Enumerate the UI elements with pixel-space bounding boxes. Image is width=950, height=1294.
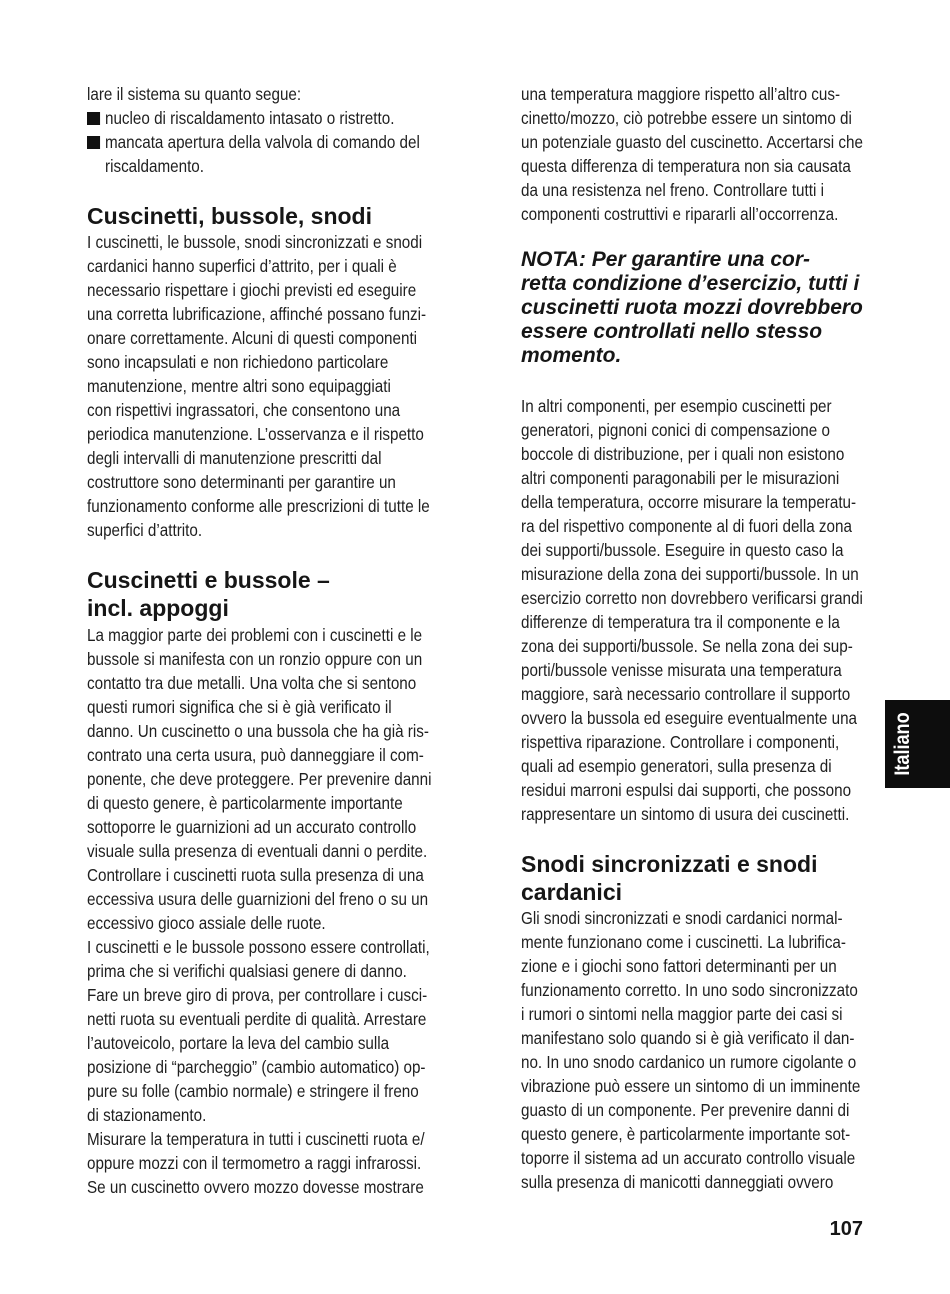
bullet-item xyxy=(87,130,435,178)
body-text-line: porti/bussole venisse misurata una temperatura xyxy=(521,660,842,680)
note-callout xyxy=(521,248,863,368)
body-text-line: I cuscinetti, le bussole, snodi sincronizzati e snodi xyxy=(87,232,423,252)
body-text-line: l’autoveicolo, portare la leva del cambio sulla xyxy=(87,1033,390,1053)
body-text-line: ra del rispettivo componente al di fuori della zona xyxy=(521,516,852,536)
bullet-text-line: mancata apertura della valvola di comando del xyxy=(104,132,420,152)
body-text-line: posizione di “parcheggio” (cambio automatico) op- xyxy=(87,1057,426,1077)
section-body xyxy=(521,394,869,826)
body-text-line: di questo genere, è particolarmente importante xyxy=(87,793,403,813)
body-text-line: dei supporti/bussole. Eseguire in questo caso la xyxy=(521,540,844,560)
body-text-line: di stazionamento. xyxy=(87,1105,207,1125)
body-text-line: La maggior parte dei problemi con i cuscinetti e le xyxy=(87,625,423,645)
body-text-line: superfici d’attrito. xyxy=(87,520,203,540)
heading-text-line: Snodi sincronizzati e snodi xyxy=(521,851,818,877)
body-text-line: componenti costruttivi e ripararli all’occorrenza. xyxy=(521,204,839,224)
body-text-line: netti ruota su eventuali perdite di qualità. Arrestare xyxy=(87,1009,427,1029)
body-text-line: della temperatura, occorre misurare la temperatu- xyxy=(521,492,857,512)
body-text-line: In altri componenti, per esempio cuscinetti per xyxy=(521,396,832,416)
note-text-line: momento. xyxy=(521,344,622,367)
intro-block xyxy=(87,82,435,178)
body-text-line: quali ad esempio generatori, sulla presenza di xyxy=(521,756,832,776)
body-text-line: questa differenza di temperatura non sia causata xyxy=(521,156,851,176)
body-text-line: toporre il sistema ad un accurato controllo visuale xyxy=(521,1148,856,1168)
body-text-line: da una resistenza nel freno. Controllare tutti i xyxy=(521,180,824,200)
body-text-line: altri componenti paragonabili per le misurazioni xyxy=(521,468,840,488)
body-text-line: generatori, pignoni conici di compensazione o xyxy=(521,420,830,440)
section-body xyxy=(521,906,869,1194)
bullet-text-line: nucleo di riscaldamento intasato o ristretto. xyxy=(104,108,395,128)
body-text-line: oppure mozzi con il termometro a raggi infrarossi. xyxy=(87,1153,422,1173)
body-text-line: Controllare i cuscinetti ruota sulla presenza di una xyxy=(87,865,424,885)
body-text-line: funzionamento conforme alle prescrizioni di tutte le xyxy=(87,496,430,516)
bullet-square-icon xyxy=(87,136,100,149)
heading-text-line: cardanici xyxy=(521,879,622,905)
body-text-line: degli intervalli di manutenzione prescritti dal xyxy=(87,448,382,468)
language-tab-text-area xyxy=(885,700,921,788)
heading-text-line: Cuscinetti e bussole – xyxy=(87,567,330,593)
body-text-line: lare il sistema su quanto segue: xyxy=(87,84,302,104)
body-text-line: cardanici hanno superfici d’attrito, per i quali è xyxy=(87,256,397,276)
body-text-line: Fare un breve giro di prova, per controllare i cusci- xyxy=(87,985,428,1005)
bullet-square-icon xyxy=(87,112,100,125)
body-text-line: visuale sulla presenza di eventuali danni o perdite. xyxy=(87,841,428,861)
body-text-line: cinetto/mozzo, ciò potrebbe essere un sintomo di xyxy=(521,108,852,128)
body-text-line: differenze di temperatura tra il componente e la xyxy=(521,612,840,632)
body-text-line: ponente, che deve proteggere. Per prevenire danni xyxy=(87,769,432,789)
body-text-line: contrato una certa usura, può danneggiare il com- xyxy=(87,745,424,765)
section-body xyxy=(87,230,435,542)
body-text-line: periodica manutenzione. L’osservanza e il rispetto xyxy=(87,424,424,444)
section-heading xyxy=(521,850,817,906)
body-text-line: sottoporre le guarnizioni ad un accurato controllo xyxy=(87,817,417,837)
body-text-line: eccessiva usura delle guarnizioni del freno o su un xyxy=(87,889,429,909)
body-text-line: I cuscinetti e le bussole possono essere controllati, xyxy=(87,937,430,957)
body-text-line: danno. Un cuscinetto o una bussola che ha già ris- xyxy=(87,721,429,741)
body-text-line: contatto tra due metalli. Una volta che si sentono xyxy=(87,673,417,693)
language-tab-label: Italiano xyxy=(891,712,914,776)
note-text-line: essere controllati nello stesso xyxy=(521,320,823,343)
note-text-line: retta condizione d’esercizio, tutti i xyxy=(521,272,860,295)
language-tab xyxy=(885,700,950,788)
body-text-line: sulla presenza di manicotti danneggiati ovvero xyxy=(521,1172,834,1192)
body-text-line: questo genere, è particolarmente importante sot- xyxy=(521,1124,851,1144)
body-text-line: misurazione della zona dei supporti/bussole. In un xyxy=(521,564,859,584)
body-text-line: rappresentare un sintomo di usura dei cuscinetti. xyxy=(521,804,850,824)
body-text-line: Gli snodi sincronizzati e snodi cardanici normal- xyxy=(521,908,843,928)
body-text-line: necessario rispettare i giochi previsti ed eseguire xyxy=(87,280,417,300)
continued-paragraph xyxy=(521,82,869,226)
body-text-line: una temperatura maggiore rispetto all’altro cus- xyxy=(521,84,841,104)
heading-text-line: incl. appoggi xyxy=(87,595,229,621)
body-text-line: maggiore, sarà necessario controllare il supporto xyxy=(521,684,851,704)
body-text-line: questi rumori significa che si è già verificato il xyxy=(87,697,392,717)
body-text-line: esercizio corretto non dovrebbero verificarsi grandi xyxy=(521,588,863,608)
body-text-line: bussole si manifesta con un ronzio oppure con un xyxy=(87,649,423,669)
body-text-line: onare correttamente. Alcuni di questi componenti xyxy=(87,328,418,348)
body-text-line: zona dei supporti/bussole. Se nella zona dei sup- xyxy=(521,636,853,656)
body-text-line: funzionamento corretto. In uno sodo sincronizzato xyxy=(521,980,858,1000)
body-text-line: una corretta lubrificazione, affinché possano funzi- xyxy=(87,304,427,324)
bullet-text-line: riscaldamento. xyxy=(104,156,205,176)
body-text-line: Misurare la temperatura in tutti i cuscinetti ruota e/ xyxy=(87,1129,425,1149)
body-text-line: manifestano solo quando si è già verificato il dan- xyxy=(521,1028,855,1048)
body-text-line: no. In uno snodo cardanico un rumore cigolante o xyxy=(521,1052,857,1072)
body-text-line: manutenzione, mentre altri sono equipaggiati xyxy=(87,376,391,396)
body-text-line: costruttore sono determinanti per garantire un xyxy=(87,472,396,492)
note-text-line: cuscinetti ruota mozzi dovrebbero xyxy=(521,296,863,319)
body-text-line: ovvero la bussola ed eseguire eventualmente una xyxy=(521,708,858,728)
section-body xyxy=(87,623,435,1199)
section-heading xyxy=(87,202,372,230)
body-text-line: residui marroni espulsi dai supporti, che possono xyxy=(521,780,852,800)
body-text-line: boccole di distribuzione, per i quali non esistono xyxy=(521,444,845,464)
bullet-item xyxy=(87,106,435,130)
intro-text xyxy=(87,82,435,106)
body-text-line: zione e i giochi sono fattori determinanti per un xyxy=(521,956,837,976)
page-number: 107 xyxy=(829,1218,863,1240)
body-text-line: eccessivo gioco assiale delle ruote. xyxy=(87,913,326,933)
body-text-line: rispettiva riparazione. Controllare i componenti, xyxy=(521,732,840,752)
body-text-line: un potenziale guasto del cuscinetto. Accertarsi che xyxy=(521,132,863,152)
body-text-line: Se un cuscinetto ovvero mozzo dovesse mostrare xyxy=(87,1177,424,1197)
body-text-line: con rispettivi ingrassatori, che consentono una xyxy=(87,400,401,420)
body-text-line: pure su folle (cambio normale) e stringere il freno xyxy=(87,1081,419,1101)
body-text-line: sono incapsulati e non richiedono particolare xyxy=(87,352,389,372)
body-text-line: guasto di un componente. Per prevenire danni di xyxy=(521,1100,850,1120)
note-text-line: NOTA: Per garantire una cor- xyxy=(521,248,810,271)
body-text-line: mente funzionano come i cuscinetti. La lubrifica- xyxy=(521,932,846,952)
section-heading xyxy=(87,566,330,622)
body-text-line: prima che si verifichi qualsiasi genere di danno. xyxy=(87,961,407,981)
body-text-line: vibrazione può essere un sintomo di un imminente xyxy=(521,1076,861,1096)
heading-text-line: Cuscinetti, bussole, snodi xyxy=(87,203,372,229)
body-text-line: i rumori o sintomi nella maggior parte dei casi si xyxy=(521,1004,843,1024)
